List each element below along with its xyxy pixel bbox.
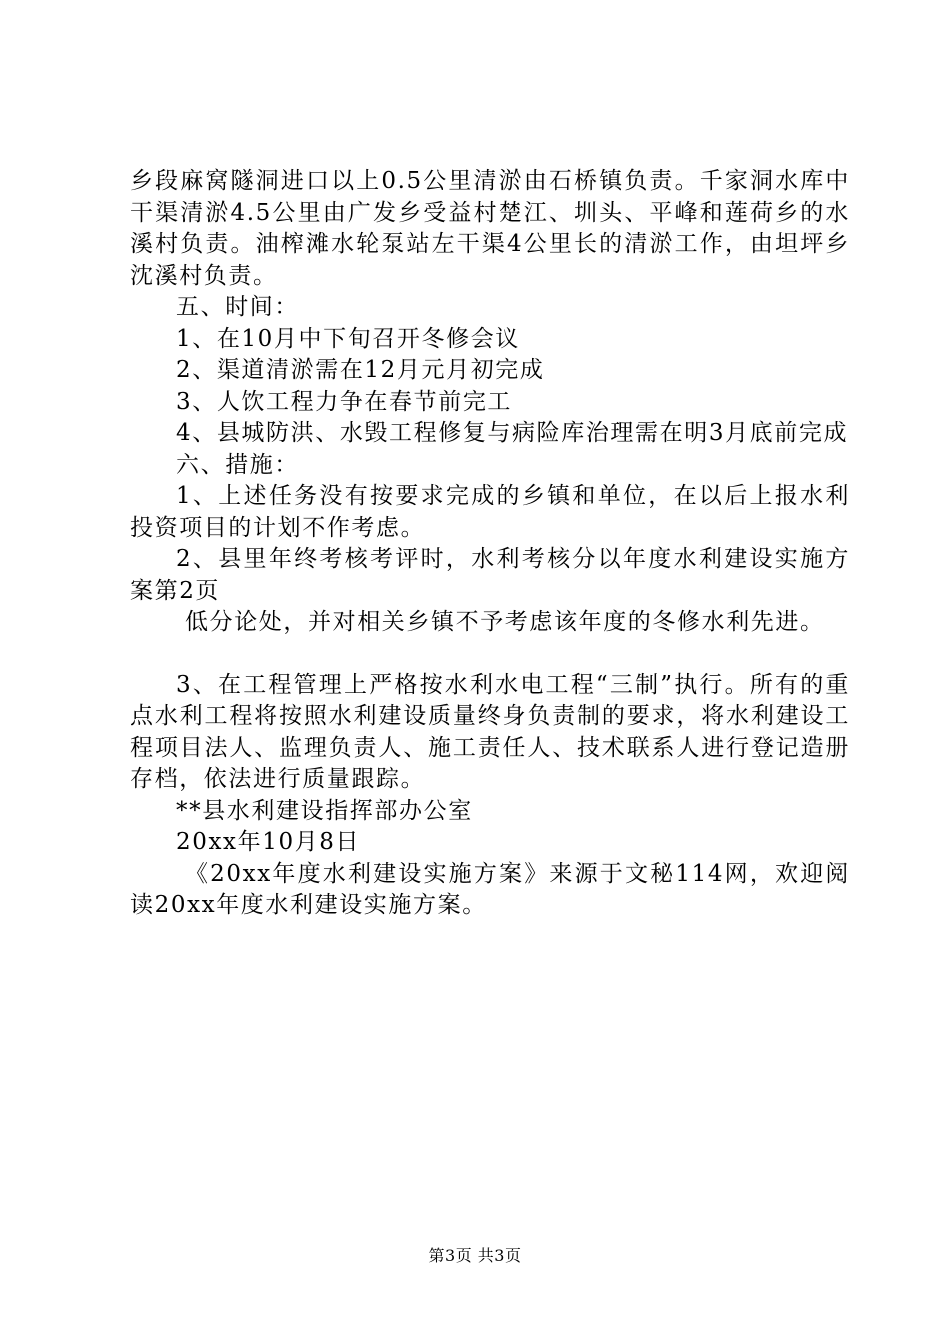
time-item-3: 3、人饮工程力争在春节前完工 — [176, 388, 513, 415]
measure-item-2-continued: 低分论处，并对相关乡镇不予考虑该年度的冬修水利先进。 — [185, 609, 825, 635]
time-item-2: 2、渠道清淤需在12月元月初完成 — [176, 357, 545, 383]
source-note: 《20xx年度水利建设实施方案》来源于文秘114网，欢迎阅读20xx年度水利建设实施方案。 — [130, 860, 850, 918]
time-item-4: 4、县城防洪、水毁工程修复与病险库治理需在明3月底前完成 — [176, 420, 849, 446]
measure-item-3: 3、在工程管理上严格按水利水电工程“三制”执行。所有的重点水利工程将按照水利建设质量终身负责制的要求，将水利建设工程项目法人、监理负责人、施工责任人、技术联系人进行登记造册存档，依法进行质量跟踪。 — [130, 671, 850, 792]
signature-date: 20xx年10月8日 — [176, 829, 361, 855]
section-heading-measures: 六、措施： — [176, 451, 299, 478]
time-item-1: 1、在10月中下旬召开冬修会议 — [176, 325, 520, 352]
measure-item-1: 1、上述任务没有按要求完成的乡镇和单位，在以后上报水利投资项目的计划不作考虑。 — [130, 483, 850, 541]
document-body — [130, 166, 850, 922]
page-footer: 第3页 共3页 — [428, 1246, 522, 1265]
section-heading-time: 五、时间： — [176, 294, 299, 320]
paragraph-dredging-assignments: 乡段麻窝隧洞进口以上0.5公里清淤由石桥镇负责。千家洞水库中干渠清淤4.5公里由广发乡受益村楚江、圳头、平峰和莲荷乡的水溪村负责。油榨滩水轮泵站左干渠4公里长的清淤工作，由坦坪乡沈溪村负责。 — [130, 168, 850, 289]
measure-item-2: 2、县里年终考核考评时，水利考核分以年度水利建设实施方案第2页 — [130, 546, 850, 604]
signature-office: **县水利建设指挥部办公室 — [176, 797, 473, 824]
